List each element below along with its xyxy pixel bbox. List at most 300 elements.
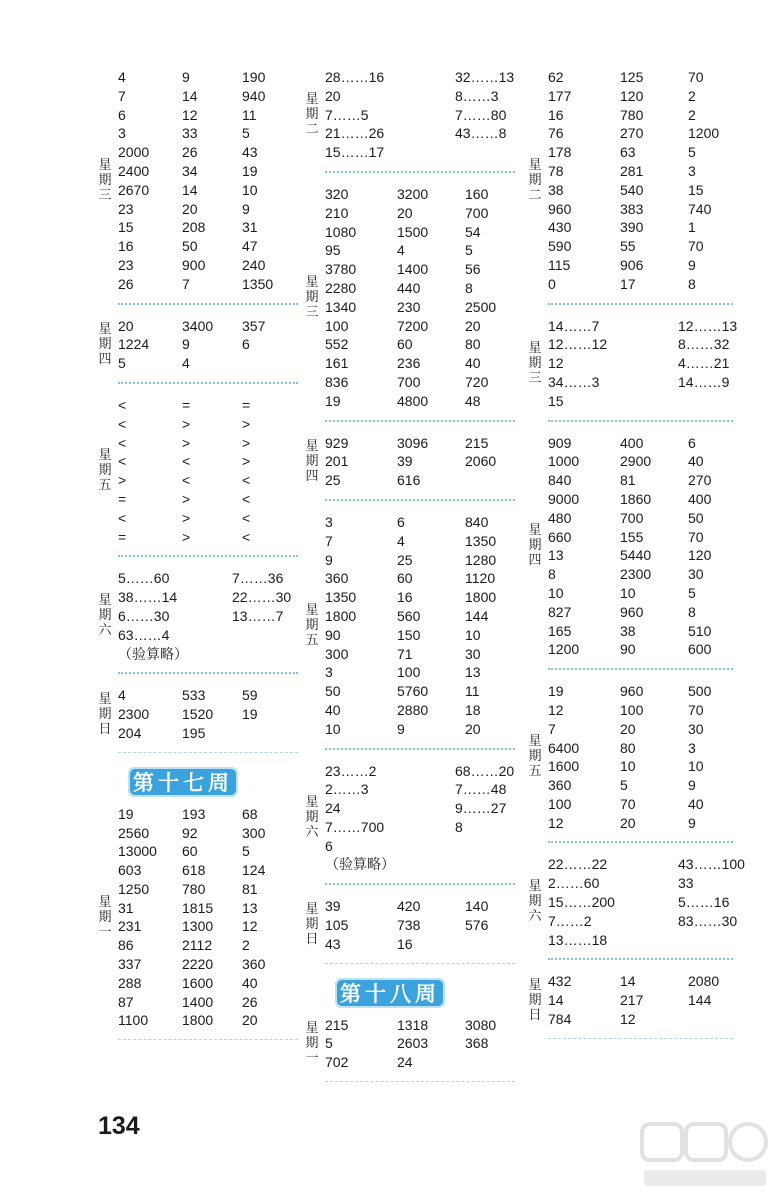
answer-cell: =: [118, 528, 127, 545]
answer-cell: 1224: [118, 336, 150, 353]
answer-row: [325, 513, 515, 532]
answer-cell: 5: [242, 125, 250, 142]
answer-row: [118, 452, 298, 471]
answer-cell: 3200: [397, 185, 429, 202]
answer-cell: 4: [118, 687, 126, 704]
answer-cell: 83……30: [678, 912, 738, 929]
answer-cell: 3: [118, 125, 126, 142]
answer-cell: 80: [465, 336, 481, 353]
answer-cell: 738: [397, 917, 421, 934]
answer-row: [325, 551, 515, 570]
answer-cell: 19: [548, 683, 564, 700]
answer-row: [325, 223, 515, 242]
answer-row: [325, 935, 515, 954]
answer-row: [118, 181, 298, 200]
answer-cell: 13000: [118, 843, 157, 860]
answer-cell: 32……13: [455, 69, 515, 85]
answer-row: [325, 799, 515, 818]
answer-cell: 360: [548, 777, 572, 794]
section-divider: [548, 841, 733, 843]
answer-cell: 4……21: [678, 355, 730, 372]
week-title: 第十七周: [128, 767, 238, 797]
answer-cell: 720: [465, 373, 489, 390]
answer-cell: 9……27: [455, 800, 507, 817]
answer-cell: 1350: [325, 589, 357, 606]
section-divider: [118, 672, 298, 674]
answer-cell: 26: [118, 275, 134, 292]
answer-row: [118, 200, 298, 219]
day-section: [528, 434, 733, 660]
answer-cell: 100: [397, 664, 421, 681]
answer-cell: 3400: [182, 317, 214, 334]
answer-cell: 60: [397, 570, 413, 587]
answer-cell: >: [242, 434, 251, 451]
answer-cell: 78: [548, 162, 564, 179]
answer-cell: 217: [620, 992, 644, 1009]
answer-cell: 12: [548, 701, 564, 718]
answer-cell: 31: [118, 899, 134, 916]
answer-row: [325, 626, 515, 645]
answer-cell: =: [242, 396, 251, 413]
section-divider: [325, 883, 515, 885]
answer-cell: 2900: [620, 453, 652, 470]
answer-cell: 7……5: [325, 106, 369, 123]
answer-cell: 6: [397, 513, 405, 530]
answer-cell: 7……48: [455, 781, 507, 798]
answer-row: [325, 434, 515, 453]
answer-cell: 1: [688, 219, 696, 236]
answer-row: [325, 1034, 515, 1053]
answer-cell: 12……13: [678, 317, 738, 334]
answer-cell: 3096: [397, 434, 429, 451]
answer-cell: 3: [688, 739, 696, 756]
answer-cell: 20: [620, 720, 636, 737]
answer-row: [548, 218, 733, 237]
answer-cell: 960: [548, 200, 572, 217]
answer-cell: 28……16: [325, 69, 385, 85]
answer-cell: 30: [465, 645, 481, 662]
answer-cell: 86: [118, 937, 134, 954]
answer-row: [325, 762, 515, 781]
day-section: [98, 68, 298, 294]
answer-cell: 2300: [620, 566, 652, 583]
answer-cell: 337: [118, 956, 142, 973]
answer-cell: 700: [397, 373, 421, 390]
answer-cell: 15……17: [325, 144, 385, 161]
answer-cell: 22……22: [548, 856, 608, 873]
answer-cell: 480: [548, 509, 572, 526]
answer-row: [548, 720, 733, 739]
answer-cell: 177: [548, 87, 572, 104]
answer-row: [118, 880, 298, 899]
answer-row: [118, 471, 298, 490]
answer-cell: 24: [325, 800, 341, 817]
answer-cell: 90: [325, 626, 341, 643]
answer-cell: 20: [242, 1012, 258, 1029]
answer-cell: 210: [325, 204, 349, 221]
answer-cell: 81: [242, 880, 258, 897]
answer-cell: 20: [465, 317, 481, 334]
answer-cell: 360: [242, 956, 266, 973]
answer-cell: 38……14: [118, 589, 178, 606]
section-divider: [325, 963, 515, 964]
answer-cell: 5: [620, 777, 628, 794]
answer-cell: 8: [465, 279, 473, 296]
answer-row: [118, 705, 298, 724]
weekday-label: 星 期 四: [98, 320, 112, 366]
answer-cell: >: [182, 434, 191, 451]
weekday-label: 星 期 三: [528, 339, 542, 385]
answer-cell: 9: [397, 720, 405, 737]
answer-cell: 43……8: [455, 125, 507, 142]
answer-cell: 906: [620, 256, 644, 273]
answer-cell: 14: [620, 973, 636, 990]
answer-cell: 20: [397, 204, 413, 221]
answer-cell: 281: [620, 162, 644, 179]
section-divider: [118, 1039, 298, 1040]
answer-row: [548, 739, 733, 758]
page-number: 134: [98, 1112, 140, 1140]
answer-cell: 2080: [688, 973, 720, 990]
answer-cell: 15: [118, 219, 134, 236]
answer-cell: <: [242, 528, 251, 545]
answer-row: [548, 275, 733, 294]
day-section: [528, 68, 733, 294]
answer-cell: <: [118, 509, 127, 526]
answer-cell: 700: [620, 509, 644, 526]
answer-cell: 1600: [548, 758, 580, 775]
answer-cell: 9: [242, 200, 250, 217]
answer-cell: 50: [688, 509, 704, 526]
answer-cell: 960: [620, 683, 644, 700]
answer-cell: 230: [397, 298, 421, 315]
answer-cell: 10: [620, 584, 636, 601]
answer-cell: 50: [325, 683, 341, 700]
day-section: [305, 1016, 515, 1072]
answer-cell: 20: [465, 720, 481, 737]
answer-row: [118, 607, 298, 626]
answer-cell: 18: [465, 701, 481, 718]
answer-cell: 1800: [465, 589, 497, 606]
answer-cell: 12: [182, 106, 198, 123]
answer-row: [118, 354, 298, 373]
answer-cell: 7……2: [548, 912, 592, 929]
answer-cell: 63: [620, 144, 636, 161]
answer-cell: 193: [182, 805, 206, 822]
section-divider: [325, 499, 515, 501]
answer-cell: 30: [688, 566, 704, 583]
answer-row: [118, 68, 298, 87]
answer-cell: 5……60: [118, 570, 170, 587]
answer-cell: 15: [548, 392, 564, 409]
answer-cell: 161: [325, 355, 349, 372]
answer-row: [548, 237, 733, 256]
answer-cell: 62: [548, 69, 564, 85]
answer-cell: 0: [548, 275, 556, 292]
day-section: [305, 513, 515, 739]
answer-cell: 24: [397, 1054, 413, 1071]
answer-cell: 576: [465, 917, 489, 934]
answer-cell: <: [182, 472, 191, 489]
answer-cell: 165: [548, 622, 572, 639]
answer-cell: 25: [397, 551, 413, 568]
answer-cell: 2500: [465, 298, 497, 315]
answer-cell: 190: [242, 69, 266, 85]
answer-cell: 63……4: [118, 626, 170, 643]
answer-row: [548, 317, 738, 336]
day-section: [528, 317, 738, 411]
answer-cell: 2000: [118, 144, 150, 161]
answer-row: [118, 218, 298, 237]
answer-cell: 383: [620, 200, 644, 217]
answer-cell: 1350: [242, 275, 274, 292]
answer-cell: 14: [182, 87, 198, 104]
answer-cell: 603: [118, 862, 142, 879]
answer-cell: 10: [325, 720, 341, 737]
answer-cell: 400: [688, 490, 712, 507]
answer-cell: 940: [242, 87, 266, 104]
answer-cell: 1400: [182, 993, 214, 1010]
answer-cell: 3: [688, 162, 696, 179]
answer-cell: 6400: [548, 739, 580, 756]
answer-row: [548, 106, 733, 125]
answer-cell: 124: [242, 862, 266, 879]
answer-row: [325, 87, 515, 106]
answer-cell: 5: [688, 144, 696, 161]
answer-column-1: [98, 68, 298, 1052]
answer-cell: 80: [620, 739, 636, 756]
answer-row: [118, 162, 298, 181]
answer-row: [548, 701, 733, 720]
answer-row: [118, 993, 298, 1012]
answer-cell: 215: [325, 1016, 349, 1033]
answer-cell: 120: [620, 87, 644, 104]
answer-row: [325, 354, 515, 373]
answer-cell: 100: [548, 795, 572, 812]
answer-row: [548, 452, 733, 471]
answer-cell: 43: [325, 935, 341, 952]
answer-row: [548, 640, 733, 659]
answer-cell: 40: [325, 701, 341, 718]
answer-row: [548, 200, 733, 219]
answer-row: [325, 68, 515, 87]
answer-row: [118, 626, 298, 645]
answer-cell: 34……3: [548, 373, 600, 390]
answer-cell: 5: [118, 355, 126, 372]
answer-cell: 50: [182, 238, 198, 255]
answer-cell: 390: [620, 219, 644, 236]
week-title: 第十八周: [335, 978, 445, 1008]
answer-row: [325, 279, 515, 298]
weekday-label: 星 期 四: [305, 437, 319, 483]
answer-cell: 10: [548, 584, 564, 601]
weekday-label: 星 期 一: [305, 1019, 319, 1065]
answer-cell: 144: [465, 607, 489, 624]
answer-cell: 31: [242, 219, 258, 236]
answer-row: [548, 603, 733, 622]
answer-row: [548, 546, 733, 565]
answer-row: [325, 663, 515, 682]
answer-cell: 7: [118, 87, 126, 104]
answer-cell: 8……32: [678, 336, 730, 353]
answer-row: [548, 855, 745, 874]
answer-row: [118, 317, 298, 336]
answer-row: [118, 256, 298, 275]
answer-row: [325, 837, 515, 856]
answer-row: [548, 528, 733, 547]
answer-cell: 231: [118, 918, 142, 935]
section-divider: [118, 752, 298, 753]
day-section: [305, 68, 515, 162]
answer-row: [325, 260, 515, 279]
answer-row: [548, 776, 733, 795]
watermark-logo-icon: [640, 1120, 770, 1192]
answer-cell: 23: [118, 200, 134, 217]
answer-cell: 9: [182, 69, 190, 85]
answer-cell: 357: [242, 317, 266, 334]
answer-row: [118, 237, 298, 256]
section-divider: [118, 555, 298, 557]
answer-cell: 5440: [620, 547, 652, 564]
answer-cell: 43……100: [678, 856, 745, 873]
answer-cell: 540: [620, 181, 644, 198]
answer-row: [325, 392, 515, 411]
answer-cell: >: [182, 415, 191, 432]
answer-cell: 144: [688, 992, 712, 1009]
answer-cell: 1340: [325, 298, 357, 315]
answer-cell: 909: [548, 434, 572, 451]
day-section: [98, 569, 298, 663]
answer-cell: 6: [688, 434, 696, 451]
answer-cell: 2112: [182, 937, 213, 954]
answer-cell: 12: [548, 814, 564, 831]
answer-cell: 5: [242, 843, 250, 860]
answer-cell: 90: [620, 641, 636, 658]
answer-cell: 26: [182, 144, 198, 161]
answer-cell: 2560: [118, 824, 150, 841]
weekday-label: 星 期 六: [305, 793, 319, 839]
answer-cell: 7……80: [455, 106, 507, 123]
answer-cell: 7: [325, 532, 333, 549]
answer-cell: 40: [242, 974, 258, 991]
answer-row: [548, 622, 733, 641]
check-omitted-note: （验算略）: [325, 856, 395, 873]
answer-cell: 16: [397, 589, 413, 606]
answer-cell: 34: [182, 162, 198, 179]
answer-cell: 7: [548, 720, 556, 737]
answer-cell: 5: [465, 242, 473, 259]
answer-cell: 7……700: [325, 818, 385, 835]
answer-cell: 240: [242, 256, 266, 273]
answer-cell: 827: [548, 603, 572, 620]
answer-cell: 11: [465, 683, 480, 700]
answer-row: [325, 818, 515, 837]
answer-row: [548, 931, 733, 950]
answer-cell: 3080: [465, 1016, 497, 1033]
answer-cell: 10: [620, 758, 636, 775]
answer-cell: 19: [325, 392, 341, 409]
answer-cell: 780: [620, 106, 644, 123]
answer-cell: 56: [465, 261, 481, 278]
answer-cell: 1520: [182, 706, 214, 723]
answer-row: [118, 490, 298, 509]
answer-cell: 2300: [118, 706, 150, 723]
day-section: [305, 762, 515, 875]
answer-cell: 20: [118, 317, 134, 334]
answer-cell: 1400: [397, 261, 429, 278]
answer-row: [325, 532, 515, 551]
answer-cell: 400: [620, 434, 644, 451]
answer-cell: 840: [465, 513, 489, 530]
section-divider: [548, 303, 733, 305]
answer-cell: 618: [182, 862, 206, 879]
answer-row: [548, 434, 733, 453]
answer-cell: 6: [325, 837, 333, 854]
section-divider: [548, 958, 733, 960]
answer-cell: 25: [325, 472, 341, 489]
answer-cell: 9: [325, 551, 333, 568]
weekday-label: 星 期 三: [305, 273, 319, 319]
section-divider: [548, 1038, 733, 1039]
answer-cell: 13: [242, 899, 258, 916]
week-banner: [335, 976, 515, 1010]
answer-cell: 12……12: [548, 336, 608, 353]
weekday-label: 星 期 一: [98, 893, 112, 939]
day-section: [305, 434, 515, 490]
day-section: [528, 972, 733, 1028]
answer-cell: >: [242, 415, 251, 432]
day-section: [98, 396, 298, 546]
answer-cell: 23: [118, 256, 134, 273]
answer-cell: <: [118, 415, 127, 432]
answer-cell: 8: [688, 603, 696, 620]
answer-cell: 12: [548, 355, 564, 372]
answer-cell: 16: [118, 238, 134, 255]
weekday-label: 星 期 六: [528, 878, 542, 924]
answer-cell: <: [242, 472, 251, 489]
weekday-label: 星 期 六: [98, 592, 112, 638]
day-section: [98, 686, 298, 742]
answer-cell: 13: [465, 664, 481, 681]
answer-cell: 9: [688, 777, 696, 794]
answer-cell: 4: [397, 242, 405, 259]
answer-cell: 22……30: [232, 589, 292, 606]
day-section: [98, 805, 298, 1031]
section-divider: [325, 171, 515, 173]
answer-cell: 150: [397, 626, 421, 643]
answer-cell: 1080: [325, 223, 357, 240]
answer-row: [118, 917, 298, 936]
answer-cell: 5760: [397, 683, 429, 700]
answer-cell: 1800: [325, 607, 357, 624]
answer-cell: 15: [688, 181, 704, 198]
answer-row: [548, 584, 733, 603]
answer-row: [118, 528, 298, 547]
answer-cell: 1300: [182, 918, 214, 935]
answer-cell: 270: [620, 125, 644, 142]
answer-cell: 12: [242, 918, 258, 935]
answer-cell: 54: [465, 223, 481, 240]
answer-cell: 4800: [397, 392, 429, 409]
answer-cell: 40: [465, 355, 481, 372]
answer-cell: 1600: [182, 974, 214, 991]
answer-cell: 9: [688, 814, 696, 831]
answer-cell: 92: [182, 824, 198, 841]
answer-cell: 115: [548, 256, 571, 273]
answer-cell: 20: [325, 87, 341, 104]
answer-row: [325, 897, 515, 916]
answer-cell: 1815: [182, 899, 214, 916]
